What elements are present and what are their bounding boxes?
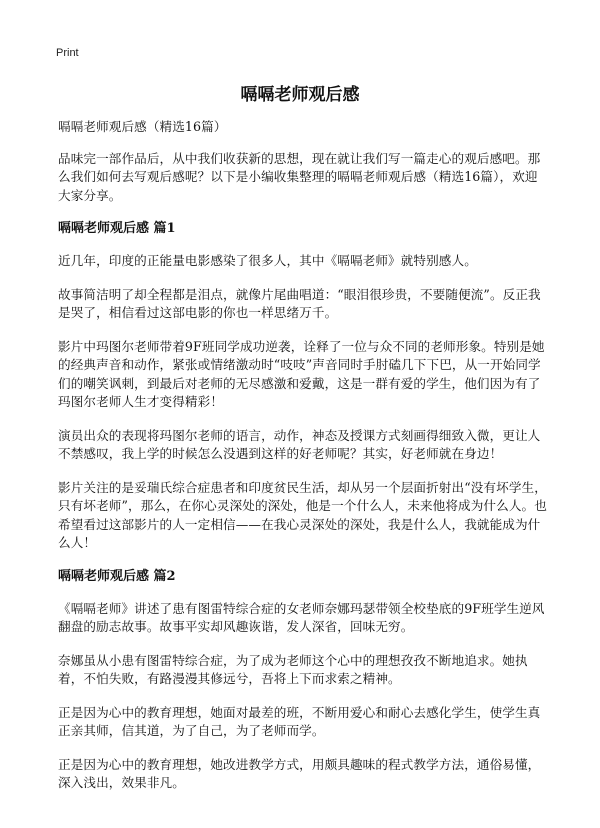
section-heading-1: 嗝嗝老师观后感 篇1 — [58, 221, 176, 236]
article-subtitle: 嗝嗝老师观后感（精选16篇） — [58, 119, 227, 134]
paragraph: 正是因为心中的教育理想，她改进教学方式，用颇具趣味的程式教学方法，通俗易懂，深入浅出，效果非凡。 — [58, 756, 541, 790]
print-link[interactable]: Print — [56, 47, 79, 59]
paragraph: 影片中玛图尔老师带着9F班同学成功逆袭，诠释了一位与众不同的老师形象。特别是她的经典声音和动作，紧张或情绪激动时“吱吱”声音同时手肘磕几下下巴，从一开始同学们的嘲笑讽刺，到最后对老师的无尽感激和爱戴，这是一群有爱的学生，他们因为有了玛图尔老师人生才变得精彩！ — [58, 338, 545, 409]
intro-paragraph: 品味完一部作品后，从中我们收获新的思想，现在就让我们写一篇走心的观后感吧。那么我们如何去写观后感呢？以下是小编收集整理的嗝嗝老师观后感（精选16篇），欢迎大家分享。 — [58, 150, 541, 203]
section-heading-2: 嗝嗝老师观后感 篇2 — [58, 568, 176, 584]
paragraph: 奈娜虽从小患有图雷特综合症，为了成为老师这个心中的理想孜孜不断地追求。她执着，不怕失败，有路漫漫其修远兮，吾将上下而求索之精神。 — [58, 652, 528, 686]
paragraph: 故事简洁明了却全程都是泪点，就像片尾曲唱道：“眼泪很珍贵，不要随便流”。反正我是哭了，相信看过这部电影的你也一样思绪万千。 — [58, 286, 541, 320]
article-body — [58, 118, 548, 808]
paragraph: 影片关注的是妥瑞氏综合症患者和印度贫民生活，却从另一个层面折射出“没有坏学生，只有坏老师”，那么，在你心灵深处的深处，他是一个什么人，未来他将成为什么人。也希望看过这部影片的人一定相信——在我心灵深处的深处，我是什么人，我就能成为什么人！ — [58, 479, 547, 550]
paragraph: 正是因为心中的教育理想，她面对最差的班，不断用爱心和耐心去感化学生，使学生真正亲其师，信其道，为了自己，为了老师而学。 — [58, 704, 541, 738]
page-title: 嗝嗝老师观后感 — [240, 85, 360, 105]
paragraph: 《嗝嗝老师》讲述了患有图雷特综合症的女老师奈娜玛瑟带领全校垫底的9F班学生逆风翻盘的励志故事。故事平实却风趣诙谐，发人深省，回味无穷。 — [58, 600, 545, 634]
paragraph: 近几年，印度的正能量电影感染了很多人，其中《嗝嗝老师》就特别感人。 — [58, 253, 477, 268]
paragraph: 演员出众的表现将玛图尔老师的语言，动作，神态及授课方式刻画得细致入微，更让人不禁感叹，我上学的时候怎么没遇到这样的好老师呢？其实，好老师就在身边！ — [58, 427, 541, 461]
